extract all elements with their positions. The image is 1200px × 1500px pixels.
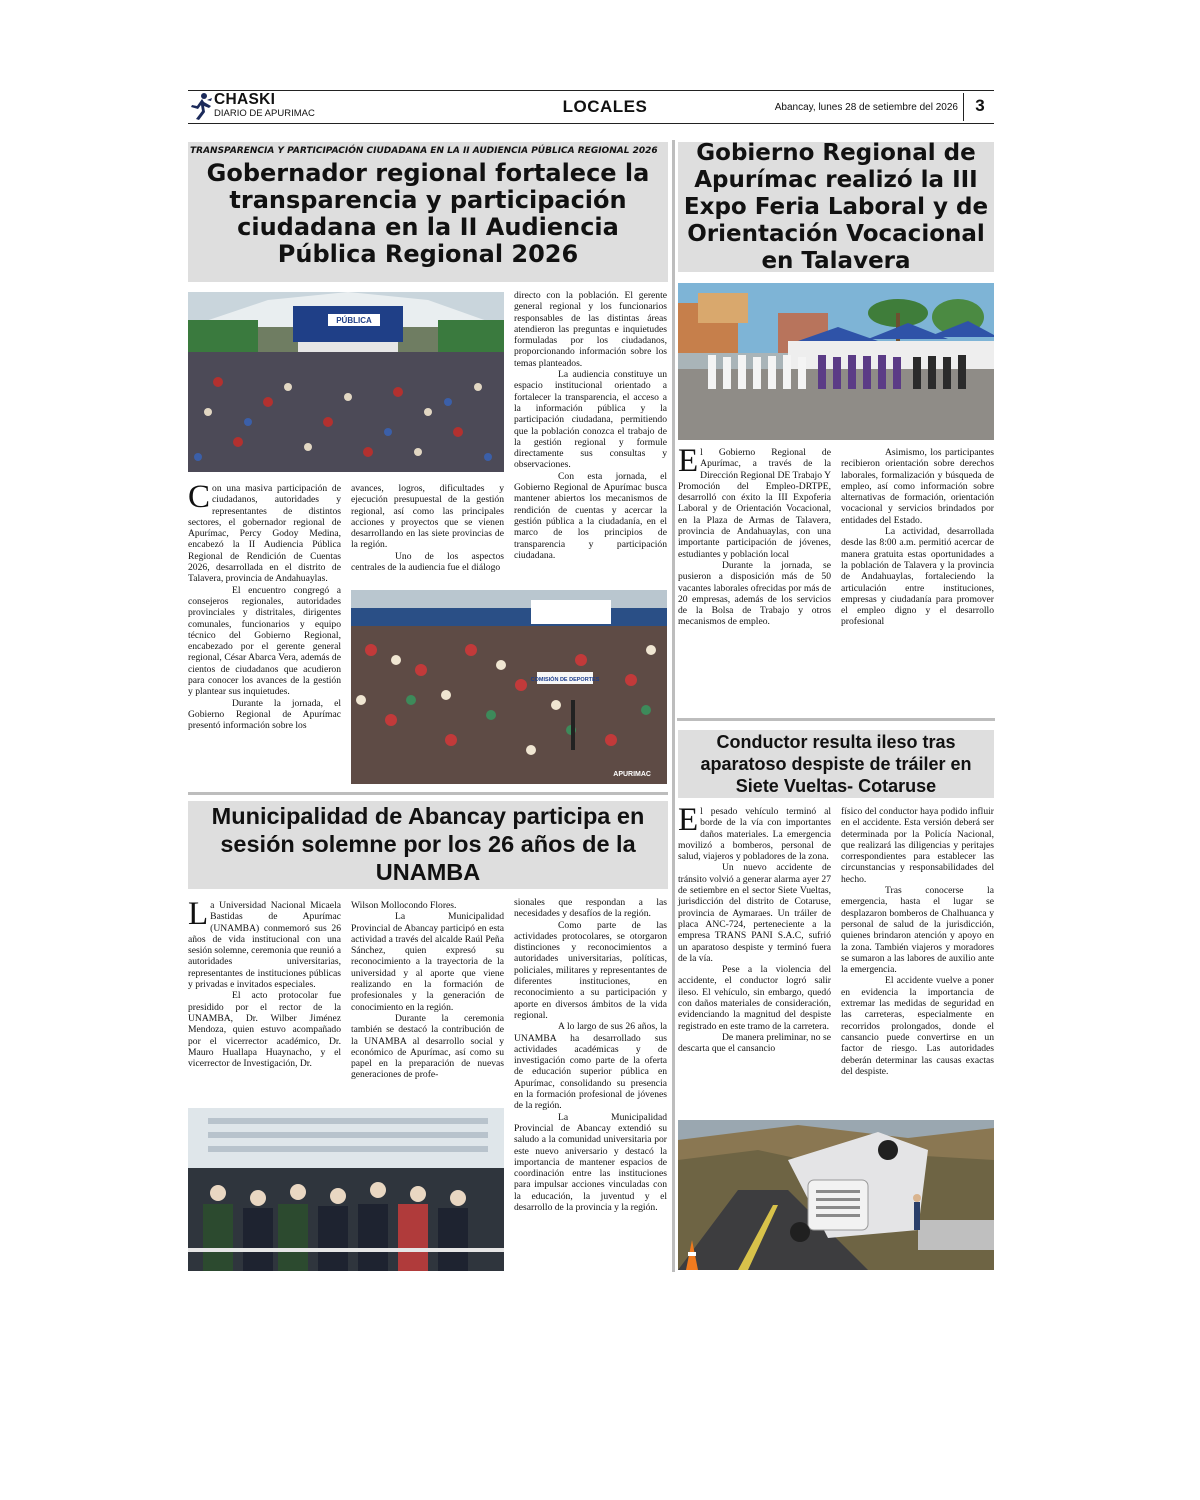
article1-photo2-banner: COMISIÓN DE DEPORTES [530,677,600,683]
article4-paragraph-text: l pesado vehículo terminó al borde de la vía con importantes daños materiales. La emergencia movilizó a bomberos, personal de salud, viajeros y pobladores de la zona. [678,806,831,863]
chaski-runner-logo-icon [189,92,213,122]
article4-paragraph: El accidente vuelve a poner en evidencia la importancia de extremar las medidas de seguridad en las carreteras, especialmente en recorridos prolongados, donde el cansancio puede convertirse en un factor de riesgo. Las autoridades deberán determinar las causas exactas del despiste. [841,975,994,1077]
article1-paragraph: La audiencia constituye un espacio institucional orientado a fortalecer la transparencia, el acceso a la información pública y la participación ciudadana, permitiendo que la población conozca el trabajo de la gestión regional y formule directamente sus consultas y observaciones. [514,369,667,471]
article4-paragraph: físico del conductor haya podido influir en el accidente. Esta versión deberá ser determinada por la Policía Nacional, que realizará las diligencias y peritajes correspondientes para establecer las circunstancias y responsabilidades del hecho. [841,806,994,885]
article2-paragraph: La actividad, desarrollada desde las 8:00 a.m. permitió acercar de manera gratuita estas oportunidades a la población de Talavera y la provincia de Andahuaylas, fortaleciendo la articulación entre instituciones, empresas y ciudadanía para promover el empleo digno y el desarrollo profesional [841,526,994,628]
masthead-subtitle: DIARIO DE APURIMAC [214,108,315,119]
article1-kicker: TRANSPARENCIA Y PARTICIPACIÓN CIUDADANA EN LA II AUDIENCIA PÚBLICA REGIONAL 2026 [190,146,658,156]
article3-headline: Municipalidad de Abancay participa en sesión solemne por los 26 años de la UNAMBA [211,803,645,885]
article4-column-1 [678,802,831,1055]
article4-paragraph: Pese a la violencia del accidente, el conductor logró salir ileso. El vehículo, sin embargo, quedó con daños materiales de consideración, evidenciando la magnitud del despiste registrado en este tramo de la carretera. [678,964,831,1032]
column-divider-vertical [672,140,675,1272]
article1-paragraph: directo con la población. El gerente general regional y los funcionarios responsables de las distintas áreas atendieron las preguntas e inquietudes formuladas por los ciudadanos, proporcionando información sobre los temas planteados. [514,290,667,369]
masthead-brand: CHASKI [214,91,276,108]
masthead-separator [963,93,964,121]
article2-headline: Gobierno Regional de Apurímac realizó la III Expo Feria Laboral y de Orientación Vocacional en Talavera [683,140,989,274]
article2-title-box [678,142,994,272]
article3-photo-ceremony [188,1108,504,1271]
article3-paragraph: El acto protocolar fue presidido por el rector de la UNAMBA, Dr. Wilber Jiménez Mendoza, quien estuvo acompañado por el vicerrector académico, Dr. Mauro Huallapa Huaynacho, y el vicerrector de Investigación, Dr. [188,990,341,1070]
article4-photo-overturned-trailer [678,1120,994,1270]
article4-title-box [678,730,994,798]
page-number: 3 [975,96,985,115]
article1-paragraph: Durante la jornada, el Gobierno Regional de Apurímac presentó información sobre los [188,697,341,732]
article4-paragraph: Tras conocerse la emergencia, hasta el lugar se desplazaron bomberos de Chalhuanca y personal de salud de la jurisdicción, quienes brindaron atención y apoyo en la zona. También viajeros y moradores se sumaron a las labores de auxilio ante la emergencia. [841,885,994,976]
article1-photo1-stage-label: PÚBLICA [336,316,372,325]
article4-headline: Conductor resulta ileso tras aparatoso despiste de tráiler en Siete Vueltas- Cotaruse [700,732,972,796]
article3-paragraph [188,896,341,991]
article1-photo-crowd [351,590,667,784]
section-name: LOCALES [562,97,648,116]
article1-photo2-watermark: APURIMAC [613,771,651,778]
article1-column-3 [514,290,667,561]
article1-paragraph: Con esta jornada, el Gobierno Regional de Apurímac busca mantener abiertos los mecanismos de rendición de cuentas y acercar la gestión pública a la ciudadanía, en el marco de los principios de transparencia y participación ciudadana. [514,470,667,561]
article3-paragraph: La Municipalidad Provincial de Abancay participó en esta actividad a través del alcalde Raúl Peña Sánchez, quien expresó su reconocimiento a la trayectoria de la universidad y al aporte que viene realizando en la formación de profesionales y la generación de conocimiento en la región. [351,911,504,1013]
article1-paragraph: avances, logros, dificultades y ejecución presupuestal de la gestión regional, así como las principales acciones y proyectos que se vienen desarrollando en las siete provincias de la región. [351,483,504,551]
article4-paragraph [678,802,831,863]
article3-column-3 [514,897,667,1213]
article1-paragraph: El encuentro congregó a consejeros regionales, autoridades provinciales y distritales, dirigentes comunales, funcionarios y equipo técnico del Gobierno Regional, encabezado por el gerente general regional, César Abarca Vera, además de cientos de ciudadanos que acudieron para conocer los avances de la gestión y plantear sus inquietudes. [188,584,341,698]
article3-paragraph: Wilson Mollocondo Flores. [351,900,457,911]
article2-paragraph-text: l Gobierno Regional de Apurímac, a través de la Dirección Regional DE Trabajo Y Promoción del Empleo-DRTPE, desarrolló con éxito la III Expoferia Laboral y de Orientación Vocacional, en la Plaza de Armas de Talavera, provincia de Andahuaylas, con una importante participación de jóvenes, estudiantes y población local [678,447,831,560]
article1-title-box [188,142,668,282]
article2-drop-cap: E [678,443,699,479]
masthead-bottom-rule [188,123,994,124]
article4-paragraph: De manera preliminar, no se descarta que el cansancio [678,1031,831,1055]
article1-headline: Gobernador regional fortalece la transparencia y participación ciudadana en la II Audiencia Pública Regional 2026 [206,159,650,268]
article1-column-1 [188,479,341,732]
article3-column-1 [188,896,341,1070]
article4-column-2 [841,806,994,1077]
article3-paragraph: Como parte de las actividades protocolares, se otorgaron distinciones y reconocimientos a autoridades universitarias, políticas, policiales, militares y representantes de diferentes instituciones, en reconocimiento a su participación y aporte en diversos ámbitos de la vida regional. [514,919,667,1021]
article2-column-1 [678,443,831,628]
masthead-top-rule [188,90,994,91]
article2-paragraph: Asimismo, los participantes recibieron orientación sobre derechos laborales, formalización y búsqueda de empleo, así como información sobre alternativas de formación, orientación vocacional y servicios brindados por entidades del Estado. [841,447,994,526]
article3-paragraph-text: a Universidad Nacional Micaela Bastidas de Apurímac (UNAMBA) conmemoró sus 26 años de vida institucional con una sesión solemne, ceremonia que reunió a autoridades universitarias, representantes de instituciones públicas y privadas e invitados especiales. [188,900,341,991]
article3-column-2 [351,900,504,1081]
article3-drop-cap: L [188,896,209,932]
article3-paragraph: Durante la ceremonia también se destacó la contribución de la UNAMBA al desarrollo social y económico de Apurímac, así como su papel en la preparación de nuevas generaciones de profe- [351,1012,504,1081]
article1-paragraph [188,479,341,585]
article3-paragraph: La Municipalidad Provincial de Abancay extendió su saludo a la comunidad universitaria por este nuevo aniversario y destacó la importancia de mantener espacios de coordinación entre las instituciones para impulsar acciones vinculadas con la educación, la juventud y el desarrollo de la provincia y la región. [514,1111,667,1214]
article3-title-box [188,801,668,889]
article4-paragraph: Un nuevo accidente de tránsito volvió a generar alarma ayer 27 de setiembre en el sector Siete Vueltas, jurisdicción del distrito de Cotaruse, provincia de Aymaraes. Un tráiler de placa ANC-724, perteneciente a la empresa TRANS PANI S.A.C, sufrió un aparatoso despiste y terminó fuera de la vía. [678,862,831,964]
article-divider-right [677,718,995,721]
article3-paragraph: A lo largo de sus 26 años, la UNAMBA ha desarrollado sus actividades académicas y de investigación como parte de la oferta de educación superior pública en Apurímac, consolidando su presencia en la formación profesional de jóvenes de la región. [514,1021,667,1112]
article4-drop-cap: E [678,802,699,838]
article2-paragraph: Durante la jornada, se pusieron a disposición más de 50 vacantes laborales ofrecidas por más de 20 empresas, además de los servicios de la Bolsa de Trabajo y otros mecanismos de empleo. [678,559,831,628]
article1-photo-audience-hall [188,292,504,472]
article2-column-2 [841,447,994,628]
article1-paragraph: Uno de los aspectos centrales de la audiencia fue el diálogo [351,550,504,574]
article1-drop-cap: C [188,479,211,515]
article1-paragraph-text: on una masiva participación de ciudadanos, autoridades y representantes de distintos sectores, el gobernador regional de Apurímac, Percy Godoy Medina, encabezó la II Audiencia Pública Regional de Rendición de Cuentas 2026, desarrollada en el distrito de Talavera, provincia de Andahuaylas. [188,483,341,585]
issue-date: Abancay, lunes 28 de setiembre del 2026 [774,102,958,113]
article1-column-2 [351,483,504,573]
article3-paragraph: sionales que respondan a las necesidades y desafíos de la región. [514,897,667,920]
article2-paragraph [678,443,831,560]
article2-photo-job-fair [678,283,994,440]
article-divider-left [188,792,668,795]
